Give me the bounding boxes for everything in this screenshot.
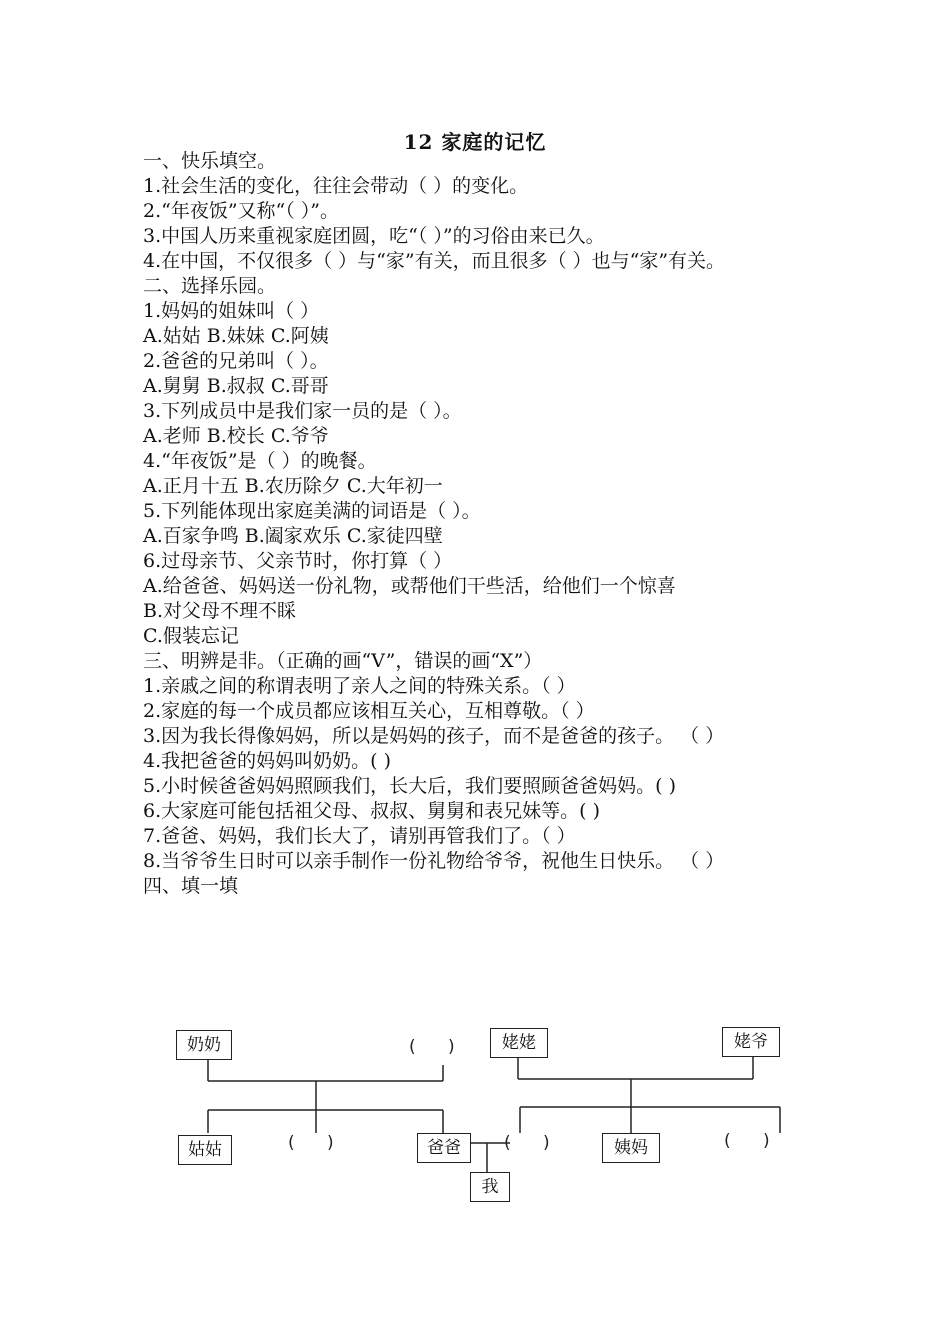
section1-question-2: 2.“年夜饭”又称“（ ）”。: [143, 200, 340, 222]
section2-question-6: 6.过母亲节、父亲节时，你打算（ ）: [143, 550, 453, 572]
node-nainai-label: 奶奶: [187, 1035, 221, 1055]
section1-question-3: 3.中国人历来重视家庭团圆，吃“（ ）”的习俗由来已久。: [143, 225, 605, 247]
section2-question-2: 2.爸爸的兄弟叫（ ）。: [143, 350, 329, 372]
section2-question-1: 1.妈妈的姐妹叫（ ）: [143, 300, 320, 322]
node-laoye: [722, 1027, 780, 1057]
section2-question-1-options: A.姑姑 B.妹妹 C.阿姨: [143, 325, 329, 347]
section3-question-3: 3.因为我长得像妈妈，所以是妈妈的孩子，而不是爸爸的孩子。 （ ）: [143, 725, 725, 747]
node-laoye-label: 姥爷: [734, 1032, 768, 1052]
section2-question-4-options: A.正月十五 B.农历除夕 C.大年初一: [143, 475, 443, 497]
page-title: 12 家庭的记忆: [403, 130, 547, 154]
node-baba: [417, 1133, 471, 1163]
section3-question-8: 8.当爷爷生日时可以亲手制作一份礼物给爷爷，祝他生日快乐。 （ ）: [143, 850, 725, 872]
blank-grandpa: ( ): [409, 1037, 455, 1057]
worksheet-body: [143, 149, 803, 899]
blank-maternal-uncle: ( ): [724, 1131, 770, 1151]
section3-question-6: 6.大家庭可能包括祖父母、叔叔、舅舅和表兄妹等。( ): [143, 800, 600, 822]
node-gugu: [178, 1135, 232, 1165]
node-laolao-label: 姥姥: [502, 1033, 536, 1053]
node-laolao: [490, 1028, 548, 1058]
section2-question-5: 5.下列能体现出家庭美满的词语是（ ）。: [143, 500, 481, 522]
section2-question-5-options: A.百家争鸣 B.阖家欢乐 C.家徒四壁: [143, 525, 443, 547]
section3-question-4: 4.我把爸爸的妈妈叫奶奶。( ): [143, 750, 391, 772]
section2-question-6-option-a: A.给爸爸、妈妈送一份礼物，或帮他们干些活，给他们一个惊喜: [143, 575, 676, 597]
node-yima-label: 姨妈: [614, 1138, 648, 1158]
section2-question-6-option-b: B.对父母不理不睬: [143, 600, 297, 622]
node-wo: [470, 1172, 510, 1202]
node-baba-label: 爸爸: [427, 1138, 461, 1158]
section2-heading: 二、选择乐园。: [143, 275, 277, 297]
section3-question-1: 1.亲戚之间的称谓表明了亲人之间的特殊关系。（ ）: [143, 675, 576, 697]
section3-question-2: 2.家庭的每一个成员都应该相互关心，互相尊敬。（ ）: [143, 700, 595, 722]
section1-question-1: 1.社会生活的变化，往往会带动（ ）的变化。: [143, 175, 529, 197]
section2-question-6-option-c: C.假装忘记: [143, 625, 239, 647]
section3-heading: 三、明辨是非。（正确的画“V”，错误的画“X”）: [143, 650, 543, 672]
family-tree-diagram: [140, 1015, 820, 1215]
section2-question-3-options: A.老师 B.校长 C.爷爷: [143, 425, 329, 447]
node-nainai: [176, 1030, 232, 1060]
section2-question-3: 3.下列成员中是我们家一员的是（ ）。: [143, 400, 462, 422]
section1-question-4: 4.在中国，不仅很多（ ）与“家”有关，而且很多（ ）也与“家”有关。: [143, 250, 726, 272]
blank-mother: ( ): [504, 1133, 550, 1153]
node-yima: [602, 1133, 660, 1163]
section3-question-7: 7.爸爸、妈妈，我们长大了，请别再管我们了。（ ）: [143, 825, 576, 847]
section3-question-5: 5.小时候爸爸妈妈照顾我们，长大后，我们要照顾爸爸妈妈。( ): [143, 775, 676, 797]
section4-heading: 四、填一填: [143, 875, 239, 897]
section1-heading: 一、快乐填空。: [143, 150, 277, 172]
section2-question-2-options: A.舅舅 B.叔叔 C.哥哥: [143, 375, 329, 397]
section2-question-4: 4.“年夜饭”是（ ）的晚餐。: [143, 450, 377, 472]
blank-uncle: ( ): [288, 1133, 334, 1153]
node-gugu-label: 姑姑: [188, 1140, 222, 1160]
node-wo-label: 我: [481, 1177, 499, 1197]
